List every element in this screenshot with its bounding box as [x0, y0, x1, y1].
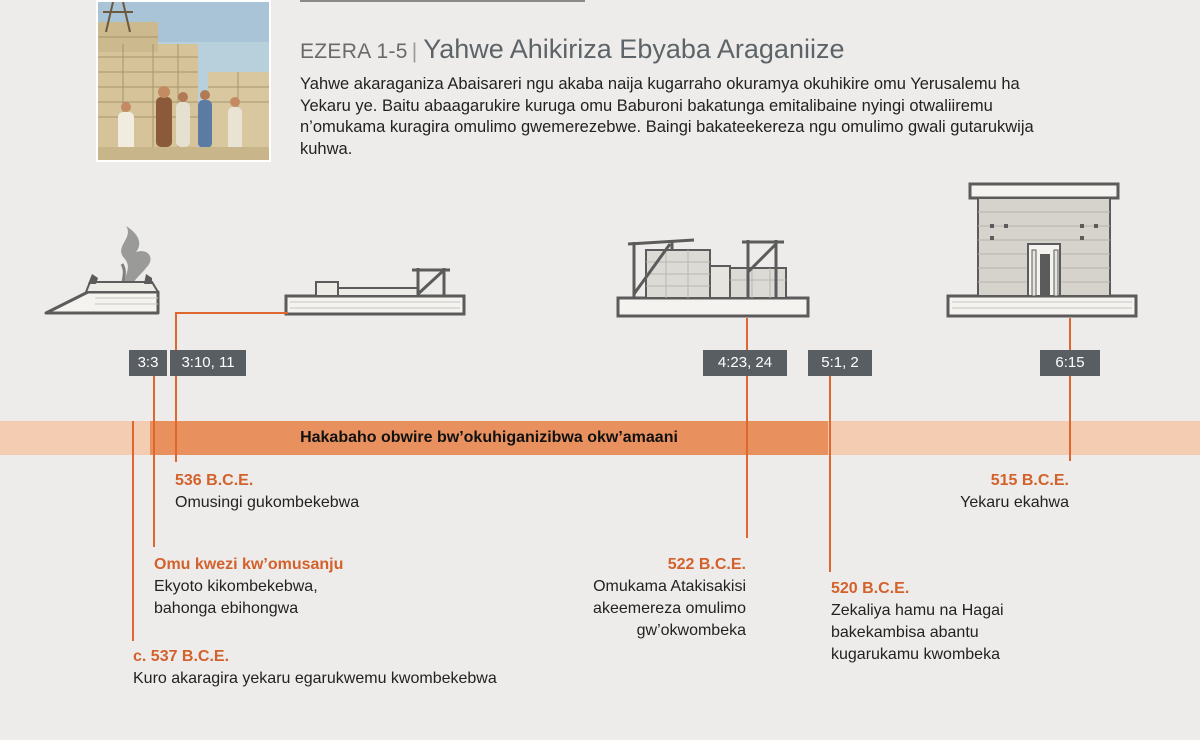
event-text: Yekaru ekahwa: [960, 494, 1069, 511]
page-title: [300, 34, 844, 65]
event-text: Zekaliya hamu na Hagai: [831, 602, 1004, 619]
connector-5-1: [829, 376, 831, 572]
event-text: bahonga ebihongwa: [154, 600, 299, 617]
event-text: bakekambisa abantu: [831, 624, 979, 641]
header-rule: [300, 0, 585, 2]
tag-5-1-2: 5:1, 2: [808, 350, 872, 376]
event-date: 515 B.C.E.: [990, 472, 1069, 489]
tag-3-3: 3:3: [129, 350, 167, 376]
altar-illustration: [40, 218, 165, 323]
builders-artwork: [96, 0, 271, 162]
event-520: [831, 578, 1004, 666]
tag-3-10-11: 3:10, 11: [170, 350, 246, 376]
event-text: gw’okwombeka: [636, 622, 746, 639]
intro-paragraph: Yahwe akaraganiza Abaisareri ngu akaba naija kugarraho okuramya okuhikire omu Yerusalemu ha Yekaru ye. Baitu abaagarukire kuruga omu Baburoni bakatunga emitalibaine nyingi otwaliiremu n’omukama kuragira omulimo gwemerezebwe. Baingi bakateekereza ngu omulimo gwali gutarukwija kuhwa.: [300, 75, 1034, 158]
opposition-period-label: Hakabaho obwire bw’okuhiganizibwa okw’amaani: [300, 429, 678, 446]
event-522: [546, 554, 746, 642]
title-text: Yahwe Ahikiriza Ebyaba Araganiize: [423, 34, 845, 64]
temple-illustration: [942, 180, 1142, 325]
connector-6-15: [1069, 318, 1071, 461]
connector-537: [132, 421, 134, 641]
scripture-reference: EZERA 1-5: [300, 40, 408, 63]
walls-illustration: [612, 232, 812, 325]
connector-3-10: [175, 312, 177, 462]
event-515: [869, 470, 1069, 514]
event-text: kugarukamu kwombeka: [831, 646, 1000, 663]
tag-4-23-24: 4:23, 24: [703, 350, 787, 376]
event-date: 522 B.C.E.: [667, 556, 746, 573]
event-date: c. 537 B.C.E.: [133, 648, 230, 665]
event-text: Omusingi gukombekebwa: [175, 494, 360, 511]
event-536: [175, 470, 359, 514]
title-separator: |: [411, 40, 418, 63]
event-537: [133, 646, 497, 690]
event-text: Ekyoto kikombekebwa,: [154, 578, 318, 595]
event-date: Omu kwezi kw’omusanju: [154, 556, 344, 573]
event-text: Omukama Atakisakisi: [593, 578, 746, 595]
connector-3-3: [153, 376, 155, 547]
connector-3-10-arm: [175, 312, 288, 314]
foundation-illustration: [280, 258, 470, 323]
event-date: 536 B.C.E.: [175, 472, 254, 489]
event-date: 520 B.C.E.: [831, 580, 910, 597]
event-text: Kuro akaragira yekaru egarukwemu kwombekebwa: [133, 670, 497, 687]
event-seventh-month: [154, 554, 343, 620]
event-text: akeemereza omulimo: [593, 600, 746, 617]
tag-6-15: 6:15: [1040, 350, 1100, 376]
